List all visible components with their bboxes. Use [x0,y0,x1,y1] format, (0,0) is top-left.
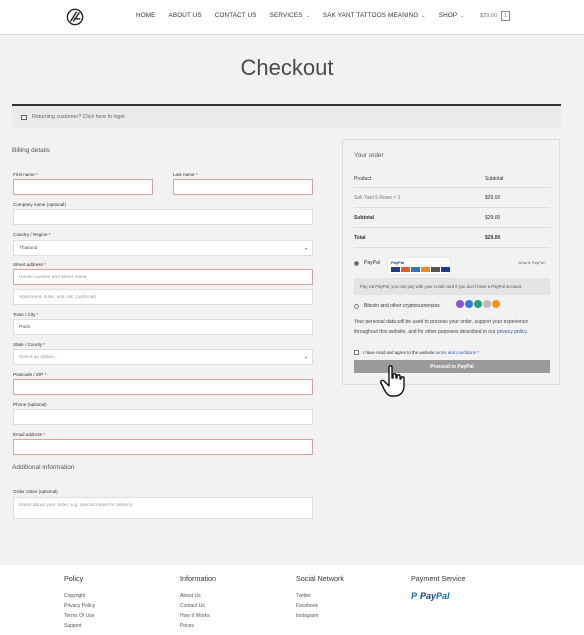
ethereum-icon [456,300,464,308]
paypal-logo-icon: P Pay Pal [411,591,450,601]
pointer-hand-icon [378,364,410,398]
nav-sak-yant-meaning[interactable]: SAK YANT TATTOOS MEANING ⌄ [322,12,426,19]
amex-icon [411,267,420,272]
page-title: Checkout [240,55,334,80]
chevron-down-icon: ⌄ [460,12,465,19]
first-name-input[interactable] [13,179,153,195]
returning-customer-link[interactable]: Returning customer? Click here to login [32,114,125,120]
additional-info-title: Additional information [12,464,75,471]
cart-count-icon: 1 [501,11,510,21]
site-header [0,0,584,35]
divider [354,247,550,248]
nav-services[interactable]: SERVICES ⌄ [269,12,310,19]
order-table-header: Product Subtotal [354,176,504,182]
what-is-paypal-link[interactable]: What is PayPal? [518,261,546,265]
nav-about-us[interactable]: ABOUT US [168,12,202,19]
footer-link[interactable]: Contact Us [180,603,205,609]
main-nav [136,12,478,19]
bitcoin-icon [492,300,500,308]
order-review-panel [342,139,560,385]
tether-icon [474,300,482,308]
chevron-down-icon: ⌄ [421,12,426,19]
footer-link[interactable]: How It Works [180,613,210,619]
terms-agreement: I have read and agree to the website terms and conditions * [354,350,479,355]
footer-link[interactable]: Facebook [296,603,318,609]
terms-link[interactable]: terms and conditions [435,350,477,355]
crypto-icons [456,300,501,308]
footer-link[interactable]: Privacy Policy [64,603,96,609]
card-icon [441,267,450,272]
last-name-label: Last name * [173,172,198,177]
terms-checkbox[interactable] [354,350,359,355]
email-input[interactable] [13,439,313,455]
paypal-radio[interactable] [354,261,359,266]
crypto-radio[interactable] [354,304,359,309]
footer-information-column: Information About Us Contact Us How It Works Prices [180,574,216,629]
privacy-policy-link[interactable]: privacy policy [496,328,527,335]
proceed-to-paypal-button[interactable]: Proceed to PayPal [354,360,550,373]
payment-option-crypto[interactable]: Bitcoin and other cryptocurrencies [354,303,440,309]
last-name-input[interactable] [173,179,313,195]
footer-link[interactable]: Prices [180,623,194,629]
state-select[interactable]: Select an option… ▾ [13,349,313,365]
footer-link[interactable]: Support [64,623,82,629]
cart-button[interactable] [480,11,510,21]
discover-icon [421,267,430,272]
paypal-card-logos [387,257,451,275]
country-select[interactable]: Thailand ▾ [13,240,313,256]
footer-link[interactable]: About Us [180,593,201,599]
apartment-input[interactable]: Apartment, suite, unit, etc. (optional) [13,289,313,305]
phone-input[interactable] [13,409,313,425]
city-input[interactable]: Paris [13,319,313,335]
country-label: Country / Region * [13,232,51,237]
order-subtotal-row: Subtotal $29.00 [354,207,550,227]
visa-icon [391,267,400,272]
nav-shop[interactable]: SHOP ⌄ [438,12,465,19]
state-label: State / County * [13,342,46,347]
privacy-text: Your personal data will be used to process your order, support your experience throughout this website, and for other purposes described in our privacy policy. [354,319,529,335]
nav-home[interactable]: HOME [136,12,156,19]
mastercard-icon [401,267,410,272]
site-footer [0,565,584,635]
footer-policy-column: Policy Copyright Privacy Policy Terms Of Use Support [64,574,96,629]
company-label: Company name (optional) [13,202,66,207]
company-input[interactable] [13,209,313,225]
dropdown-arrow-icon: ▾ [304,245,307,251]
coin-icon [465,300,473,308]
phone-label: Phone (optional) [13,402,47,407]
payment-option-paypal[interactable]: PayPal [354,260,380,266]
postcode-input[interactable] [13,379,313,395]
street-label: Street address * [13,262,46,267]
returning-customer-notice [12,104,561,128]
street-input[interactable]: House number and street name [13,269,313,285]
nav-contact-us[interactable]: CONTACT US [214,12,257,19]
paypal-logo-icon: PayPal [391,260,405,265]
footer-link[interactable]: Copyright [64,593,86,599]
city-label: Town / City * [13,312,39,317]
footer-link[interactable]: Instagram [296,613,319,619]
card-icon [431,267,440,272]
window-icon [21,115,27,120]
email-label: Email address * [13,432,46,437]
cart-total: $29.00 [480,13,498,19]
litecoin-icon [483,300,491,308]
site-logo-icon[interactable] [66,8,84,26]
order-title: Your order [354,152,384,159]
order-notes-label: Order notes (optional) [13,489,58,494]
billing-title: Billing details [12,147,50,154]
footer-link[interactable]: Twitter [296,593,311,599]
chevron-down-icon: ⌄ [305,12,310,19]
paypal-description: Pay via PayPal; you can pay with your credit card if you don't have a PayPal account. [354,278,550,295]
footer-social-column: Social Network Twitter Facebook Instagram [296,574,344,619]
order-item-row: Sak Yant 5 Rows × 1 $29.00 [354,187,550,207]
footer-payment-column: Payment Service P Pay Pal [411,574,466,601]
order-notes-textarea[interactable]: Notes about your order, e.g. special notes for delivery. [13,497,313,519]
footer-link[interactable]: Terms Of Use [64,613,95,619]
postcode-label: Postcode / ZIP * [13,372,47,377]
dropdown-arrow-icon: ▾ [304,354,307,360]
order-total-row: Total $29.00 [354,227,550,247]
first-name-label: First name * [13,172,38,177]
